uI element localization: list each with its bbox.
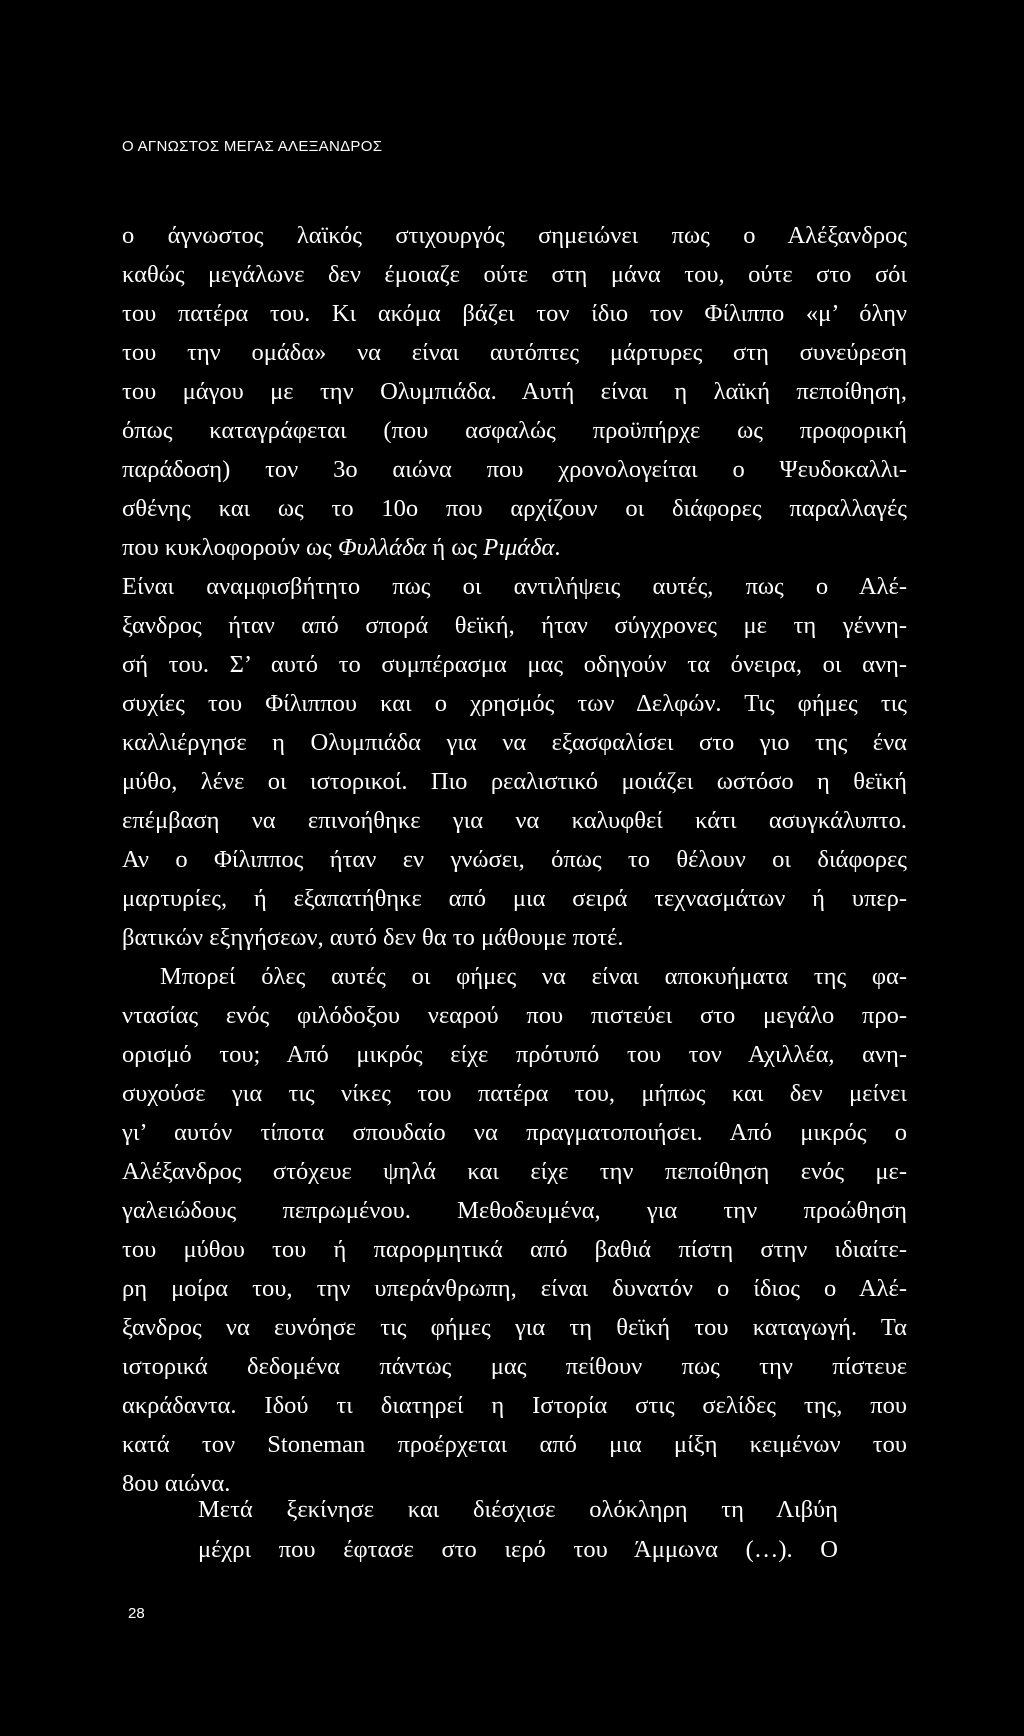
- text-line: μύθο, λένε οι ιστορικοί. Πιο ρεαλιστικό μοιάζει ωστόσο η θεϊκή: [122, 768, 907, 795]
- text-line: του μάγου με την Ολυμπιάδα. Αυτή είναι η λαϊκή πεποίθηση,: [122, 378, 907, 405]
- running-header: Ο ΑΓΝΩΣΤΟΣ ΜΕΓΑΣ ΑΛΕΞΑΝΔΡΟΣ: [122, 138, 383, 155]
- text-line: [122, 528, 907, 567]
- body-text: [122, 216, 907, 1503]
- text-line: γι’ αυτόν τίποτα σπουδαίο να πραγματοποιήσει. Από μικρός ο: [122, 1119, 907, 1146]
- italic-title-rimada: Ριμάδα: [483, 534, 555, 561]
- text-line: ξανδρος να ευνόησε τις φήμες για τη θεϊκή του καταγωγή. Τα: [122, 1314, 907, 1341]
- text-line: καλλιέργησε η Ολυμπιάδα για να εξασφαλίσει στο γιο της ένα: [122, 729, 907, 756]
- text-line: ορισμό του; Από μικρός είχε πρότυπό του τον Αχιλλέα, ανη-: [122, 1041, 907, 1068]
- text-segment: ή ως: [426, 534, 484, 561]
- text-line: συχίες του Φίλιππου και ο χρησμός των Δελφών. Τις φήμες τις: [122, 690, 907, 717]
- page-number: 28: [128, 1605, 145, 1622]
- text-line: Αν ο Φίλιππος ήταν εν γνώσει, όπως το θέλουν οι διάφορες: [122, 846, 907, 873]
- text-line: του μύθου του ή παρορμητικά από βαθιά πίστη στην ιδιαίτε-: [122, 1236, 907, 1263]
- text-line: κατά τον Stoneman προέρχεται από μια μίξη κειμένων του: [122, 1431, 907, 1458]
- quote-line: μέχρι που έφτασε στο ιερό του Άμμωνα (…). Ο: [198, 1536, 838, 1563]
- quote-line: Μετά ξεκίνησε και διέσχισε ολόκληρη τη Λιβύη: [198, 1496, 838, 1523]
- text-line: ακράδαντα. Ιδού τι διατηρεί η Ιστορία στις σελίδες της, που: [122, 1392, 907, 1419]
- text-line: ρη μοίρα του, την υπεράνθρωπη, είναι δυνατόν ο ίδιος ο Αλέ-: [122, 1275, 907, 1302]
- text-line: μαρτυρίες, ή εξαπατήθηκε από μια σειρά τεχνασμάτων ή υπερ-: [122, 885, 907, 912]
- text-line: Είναι αναμφισβήτητο πως οι αντιλήψεις αυτές, πως ο Αλέ-: [122, 573, 907, 600]
- text-line: σή του. Σ’ αυτό το συμπέρασμα μας οδηγούν τα όνειρα, οι ανη-: [122, 651, 907, 678]
- text-line: ιστορικά δεδομένα πάντως μας πείθουν πως την πίστευε: [122, 1353, 907, 1380]
- block-quote: [198, 1490, 838, 1570]
- italic-title-phyllada: Φυλλάδα: [337, 534, 427, 561]
- text-line: ο άγνωστος λαϊκός στιχουργός σημειώνει πως ο Αλέξανδρος: [122, 222, 907, 249]
- text-line: σθένης και ως το 10ο που αρχίζουν οι διάφορες παραλλαγές: [122, 495, 907, 522]
- text-segment: που κυκλοφορούν ως: [122, 534, 338, 561]
- text-line: επέμβαση να επινοήθηκε για να καλυφθεί κάτι ασυγκάλυπτο.: [122, 807, 907, 834]
- text-line: Αλέξανδρος στόχευε ψηλά και είχε την πεποίθηση ενός με-: [122, 1158, 907, 1185]
- text-line: ντασίας ενός φιλόδοξου νεαρού που πιστεύει στο μεγάλο προ-: [122, 1002, 907, 1029]
- text-segment: .: [554, 534, 561, 561]
- text-line: βατικών εξηγήσεων, αυτό δεν θα το μάθουμε ποτέ.: [122, 924, 624, 951]
- text-line: όπως καταγράφεται (που ασφαλώς προϋπήρχε ως προφορική: [122, 417, 907, 444]
- text-line: ξανδρος ήταν από σπορά θεϊκή, ήταν σύγχρονες με τη γέννη-: [122, 612, 907, 639]
- text-line: παράδοση) τον 3ο αιώνα που χρονολογείται ο Ψευδοκαλλι-: [122, 456, 907, 483]
- text-line: του πατέρα του. Κι ακόμα βάζει τον ίδιο τον Φίλιππο «μ’ όλην: [122, 300, 907, 327]
- text-line: του την ομάδα» να είναι αυτόπτες μάρτυρες στη συνεύρεση: [122, 339, 907, 366]
- text-line: γαλειώδους πεπρωμένου. Μεθοδευμένα, για την προώθηση: [122, 1197, 907, 1224]
- text-line: 8ου αιώνα.: [122, 1470, 231, 1497]
- text-line: συχούσε για τις νίκες του πατέρα του, μήπως και δεν μείνει: [122, 1080, 907, 1107]
- text-line: Μπορεί όλες αυτές οι φήμες να είναι αποκυήματα της φα-: [160, 963, 907, 990]
- text-line: καθώς μεγάλωνε δεν έμοιαζε ούτε στη μάνα του, ούτε στο σόι: [122, 261, 907, 288]
